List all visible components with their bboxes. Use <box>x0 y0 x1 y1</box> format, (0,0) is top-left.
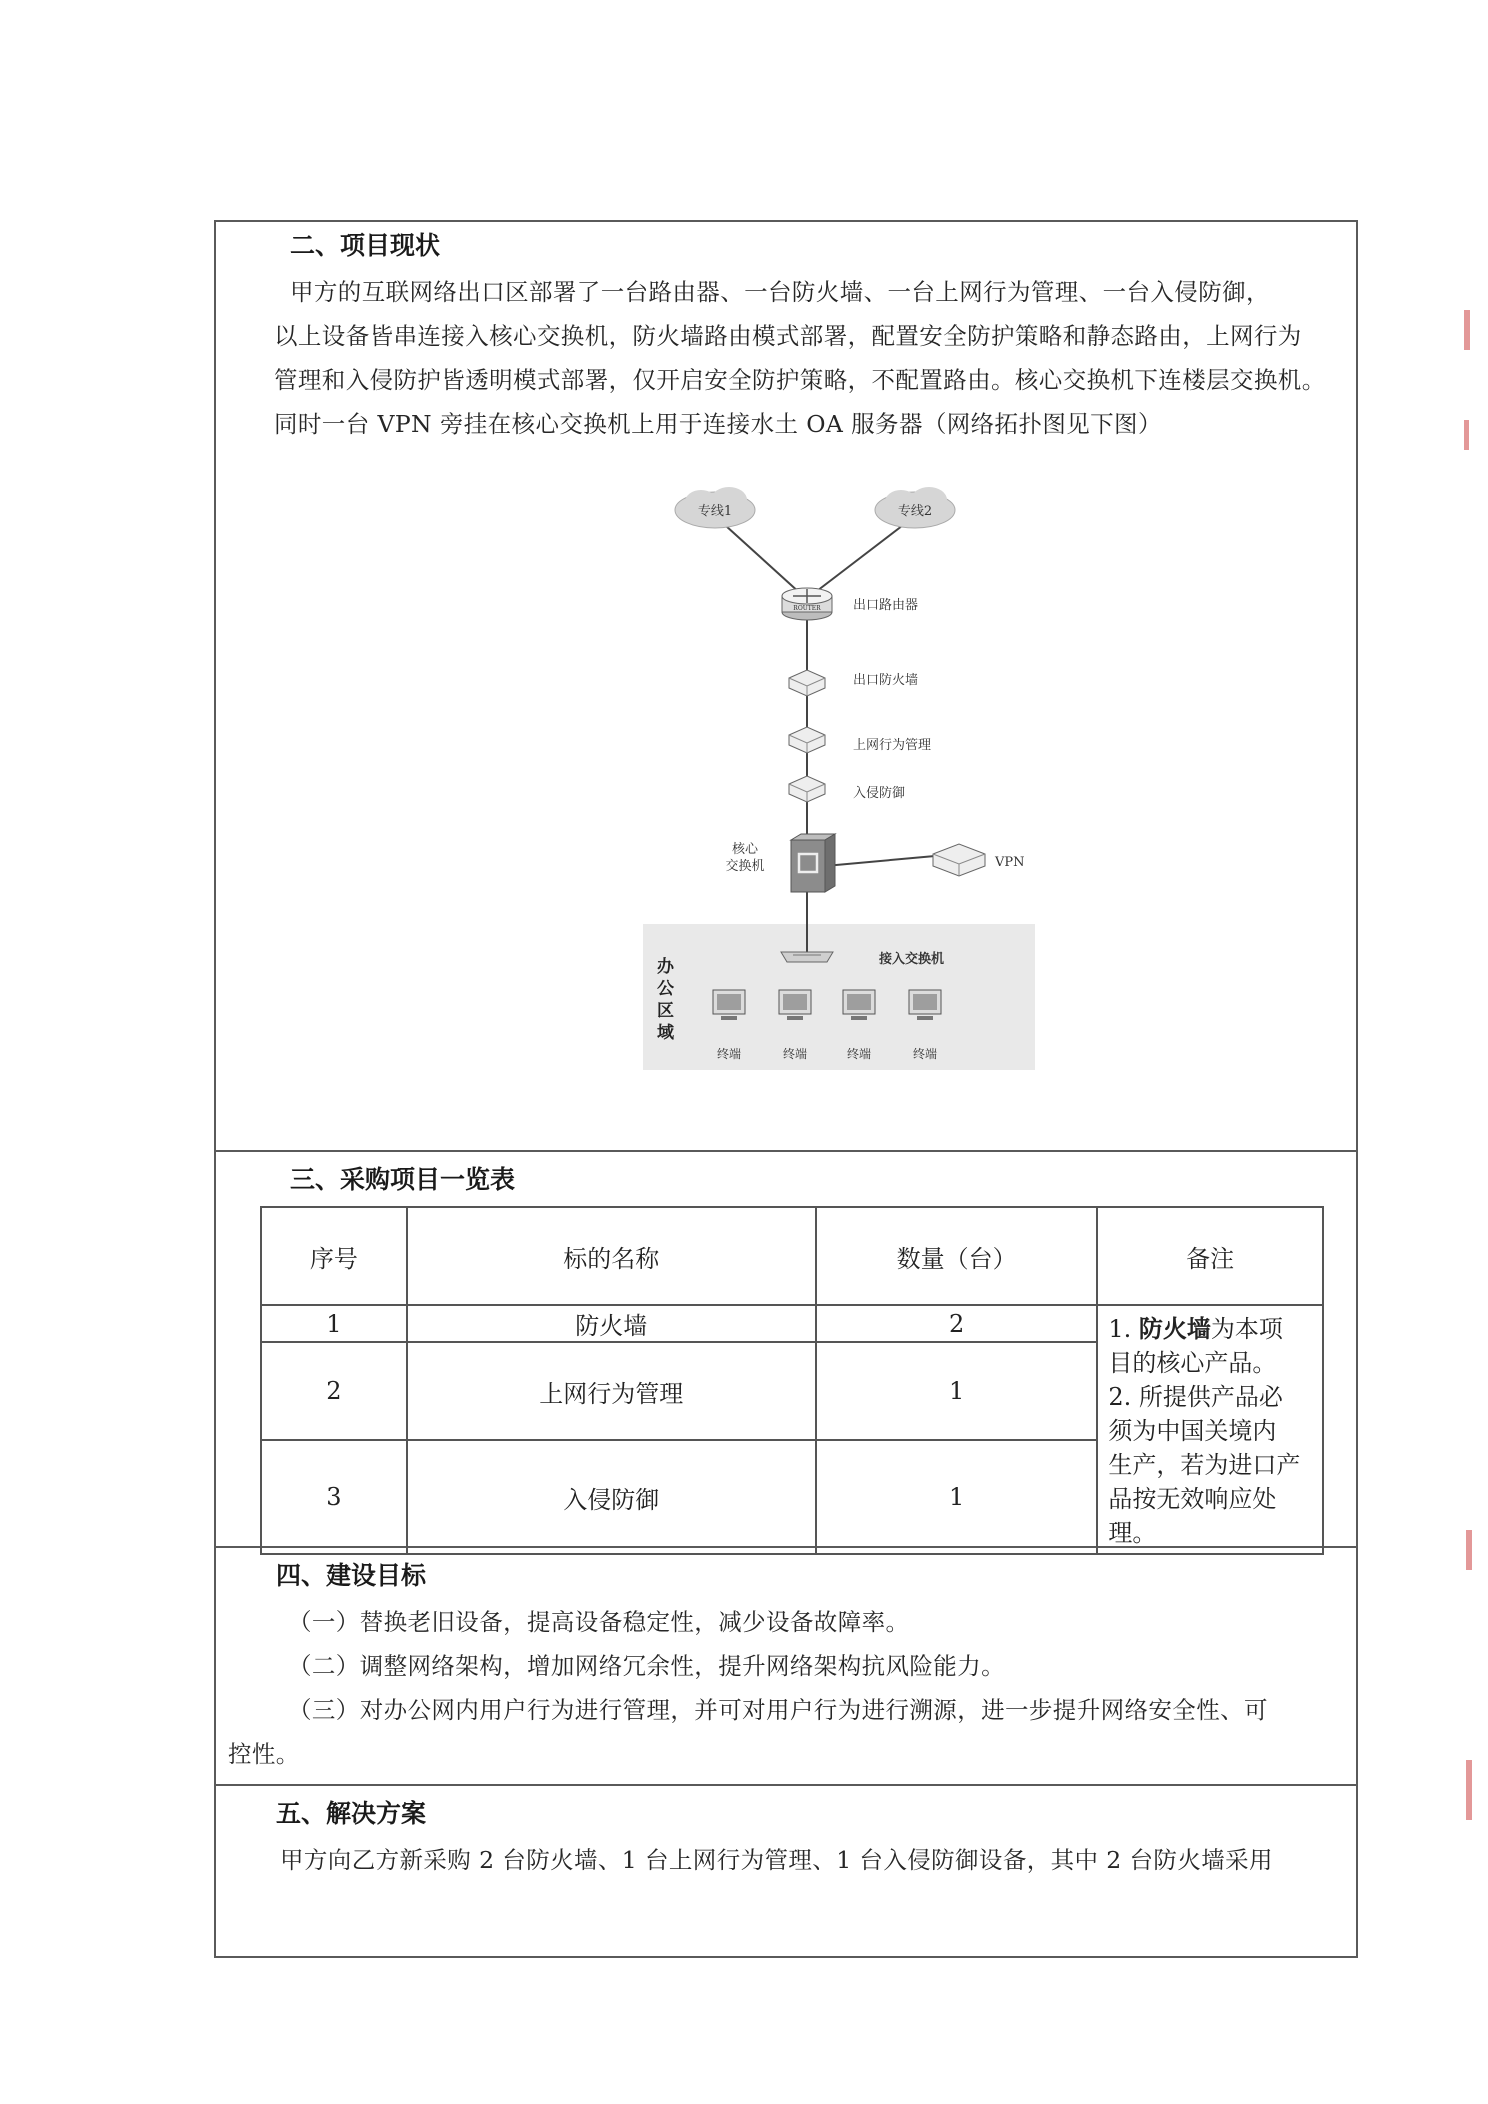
remarks-cell <box>1097 1305 1323 1554</box>
remark-line: 须为中国关境内 <box>1108 1417 1277 1445</box>
core-switch-icon <box>791 834 835 892</box>
remark-line: 生产，若为进口产 <box>1108 1451 1301 1479</box>
remark-line: 1. 防火墙为本项 <box>1108 1314 1283 1343</box>
terminal-label: 终端 <box>782 1047 808 1061</box>
table-header-row <box>261 1207 1323 1305</box>
section-goals-text <box>228 1600 1268 1776</box>
cloud-label-1: 专线1 <box>697 504 733 519</box>
procurement-table <box>260 1206 1324 1555</box>
table-row <box>261 1305 1323 1342</box>
divider <box>214 1150 1358 1152</box>
scan-artifact <box>1466 1760 1472 1820</box>
remark-line: 目的核心产品。 <box>1108 1349 1277 1377</box>
item-name: 防火墙 <box>407 1305 816 1342</box>
terminal-label: 终端 <box>716 1047 742 1061</box>
paragraph-line: 管理和入侵防护皆透明模式部署，仅开启安全防护策略，不配置路由。核心交换机下连楼层交换机。 <box>274 366 1326 394</box>
item-name: 上网行为管理 <box>407 1342 816 1440</box>
paragraph-line: 以上设备皆串连接入核心交换机，防火墙路由模式部署，配置安全防护策略和静态路由，上网行为 <box>274 322 1302 350</box>
column-header: 备注 <box>1097 1207 1323 1305</box>
item-quantity: 2 <box>816 1305 1098 1342</box>
goal-line: （二）调整网络架构，增加网络冗余性，提升网络架构抗风险能力。 <box>288 1652 1005 1680</box>
column-header: 序号 <box>261 1207 407 1305</box>
firewall-icon <box>789 670 825 696</box>
terminal-label: 终端 <box>846 1047 872 1061</box>
section-heading-status: 二、项目现状 <box>290 231 441 260</box>
ips-label: 入侵防御 <box>853 786 906 801</box>
office-zone-label: 公 <box>657 979 674 999</box>
paragraph-line: 同时一台 VPN 旁挂在核心交换机上用于连接水土 OA 服务器（网络拓扑图见下图） <box>274 410 1162 438</box>
core-switch-label-line1: 核心 <box>731 842 759 857</box>
solution-line: 甲方向乙方新采购 2 台防火墙、1 台上网行为管理、1 台入侵防御设备，其中 2 台防火墙采用 <box>280 1846 1273 1874</box>
firewall-label: 出口防火墙 <box>853 673 919 688</box>
divider <box>214 1784 1358 1786</box>
access-switch-icon <box>781 952 833 962</box>
access-switch-label: 接入交换机 <box>879 952 945 967</box>
goal-line: （一）替换老旧设备，提高设备稳定性，减少设备故障率。 <box>288 1608 910 1636</box>
vpn-icon <box>933 844 985 876</box>
section-solution-text <box>280 1838 1273 1882</box>
office-zone-area <box>643 924 1035 1070</box>
scan-artifact <box>1464 310 1470 350</box>
section-status-text <box>274 270 1326 446</box>
behavior-management-label: 上网行为管理 <box>853 738 932 753</box>
office-zone-label: 区 <box>657 1001 674 1021</box>
terminal-label: 终端 <box>912 1047 938 1061</box>
goal-line: （三）对办公网内用户行为进行管理，并可对用户行为进行溯源，进一步提升网络安全性、可 <box>288 1696 1268 1724</box>
behavior-management-icon <box>789 727 825 753</box>
row-number: 3 <box>261 1440 407 1554</box>
remark-emphasis: 防火墙 <box>1138 1314 1211 1343</box>
item-name: 入侵防御 <box>407 1440 816 1554</box>
paragraph-line: 甲方的互联网络出口区部署了一台路由器、一台防火墙、一台上网行为管理、一台入侵防御， <box>290 278 1270 306</box>
scan-artifact <box>1466 1530 1472 1570</box>
office-zone-label: 办 <box>657 957 674 977</box>
column-header: 标的名称 <box>407 1207 816 1305</box>
remark-line: 2. 所提供产品必 <box>1108 1383 1283 1411</box>
remark-line: 品按无效响应处 <box>1108 1485 1277 1513</box>
item-quantity: 1 <box>816 1342 1098 1440</box>
column-header: 数量（台） <box>816 1207 1098 1305</box>
goal-line: 控性。 <box>228 1740 300 1768</box>
scan-artifact <box>1464 420 1469 450</box>
row-number: 2 <box>261 1342 407 1440</box>
router-label: 出口路由器 <box>853 598 919 613</box>
remark-line: 理。 <box>1108 1519 1157 1547</box>
section-heading-solution: 五、解决方案 <box>276 1799 427 1828</box>
cloud-label-2: 专线2 <box>897 504 933 519</box>
vpn-label: VPN <box>995 855 1025 870</box>
item-quantity: 1 <box>816 1440 1098 1554</box>
router-icon <box>782 588 832 620</box>
section-heading-procurement: 三、采购项目一览表 <box>290 1165 516 1194</box>
ips-icon <box>789 776 825 802</box>
network-topology-diagram <box>643 484 1163 1074</box>
section-heading-goals: 四、建设目标 <box>276 1561 427 1590</box>
router-badge: ROUTER <box>793 605 821 612</box>
row-number: 1 <box>261 1305 407 1342</box>
office-zone-label: 域 <box>657 1023 674 1043</box>
core-switch-label-line2: 交换机 <box>725 859 765 874</box>
